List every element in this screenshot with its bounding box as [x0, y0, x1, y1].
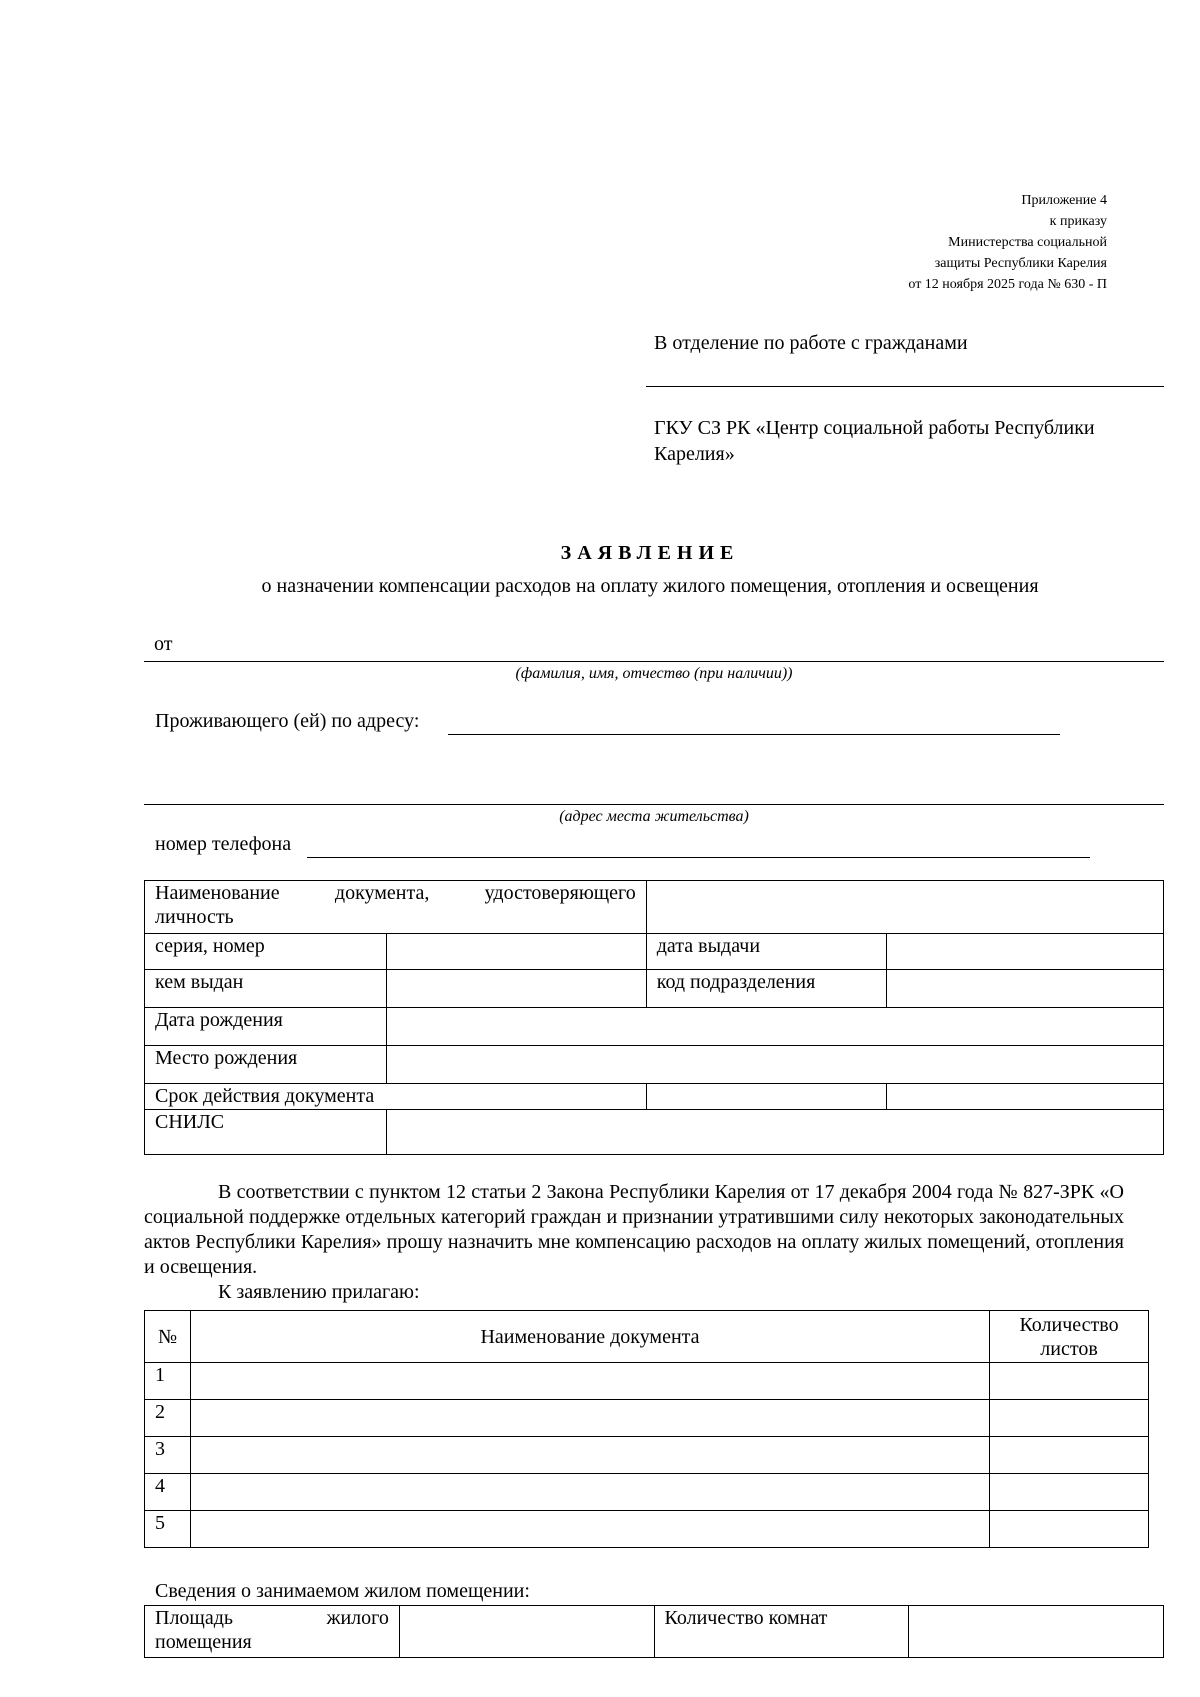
annex-line: к приказу — [1049, 214, 1107, 229]
area-word: жилого — [326, 1607, 389, 1629]
col-count-header: Количество листов — [990, 1311, 1149, 1363]
dept-code-input[interactable] — [886, 970, 1163, 1008]
row-name-input[interactable] — [190, 1511, 989, 1548]
annex-line: от 12 ноября 2025 года № 630 - П — [908, 277, 1107, 292]
attachments-table — [144, 1310, 1149, 1548]
annex-line: защиты Республики Карелия — [934, 256, 1107, 271]
document-subtitle: о назначении компенсации расходов на оплату жилого помещения, отопления и освещения — [261, 575, 1039, 597]
row-name-input[interactable] — [190, 1474, 989, 1511]
snils-label: СНИЛС — [145, 1110, 387, 1155]
annex-line: Приложение 4 — [1021, 193, 1107, 208]
annex-line: Министерства социальной — [948, 235, 1107, 250]
row-name-input[interactable] — [190, 1363, 989, 1400]
address-label: Проживающего (ей) по адресу: — [155, 710, 420, 732]
birth-place-input[interactable] — [386, 1046, 1163, 1084]
area-label-words — [155, 1606, 389, 1630]
rooms-input[interactable] — [909, 1606, 1164, 1658]
issue-date-input[interactable] — [886, 934, 1163, 970]
table-row — [145, 1363, 1149, 1400]
address-hint: (адрес места жительства) — [559, 808, 749, 825]
col-name-header: Наименование документа — [190, 1311, 989, 1363]
doc-name-words — [155, 881, 636, 905]
issue-date-label: дата выдачи — [646, 934, 886, 970]
legal-paragraph — [144, 1180, 1124, 1305]
document-title: ЗАЯВЛЕНИЕ — [560, 542, 740, 564]
row-num: 1 — [145, 1363, 191, 1400]
row-name-input[interactable] — [190, 1437, 989, 1474]
row-count-input[interactable] — [990, 1437, 1149, 1474]
row-count-input[interactable] — [990, 1474, 1149, 1511]
phone-field[interactable] — [307, 832, 1090, 858]
row-num: 2 — [145, 1400, 191, 1437]
addressee-line: В отделение по работе с гражданами — [654, 332, 968, 354]
area-tail: помещения — [155, 1631, 252, 1653]
housing-table — [144, 1605, 1164, 1658]
attach-label: К заявлению прилагаю: — [218, 1281, 420, 1303]
applicant-name-field[interactable] — [144, 633, 1164, 662]
doc-name-word: Наименование — [155, 882, 280, 904]
address-field[interactable] — [448, 709, 1060, 735]
doc-name-label-cell — [145, 881, 647, 934]
legal-text: В соответствии с пунктом 12 статьи 2 Закона Республики Карелия от 17 декабря 2004 года № 827-ЗРК «О социальной поддержке отдельных категорий граждан и признании утратившими силу некоторых законодательных актов Республики Карелия» прошу назначить мне компенсацию расходов на оплату жилых помещений, отопления и освещения. — [144, 1181, 1124, 1278]
col-num-header: № — [145, 1311, 191, 1363]
from-label: от — [154, 633, 173, 655]
rooms-label: Количество комнат — [654, 1606, 909, 1658]
id-document-table — [144, 880, 1164, 1155]
row-count-input[interactable] — [990, 1363, 1149, 1400]
table-row — [145, 1400, 1149, 1437]
row-num: 3 — [145, 1437, 191, 1474]
department-field[interactable] — [646, 356, 1164, 387]
area-word: Площадь — [155, 1607, 233, 1629]
birth-date-label: Дата рождения — [145, 1008, 387, 1046]
birth-date-input[interactable] — [386, 1008, 1163, 1046]
doc-name-input[interactable] — [646, 881, 1163, 934]
birth-place-label: Место рождения — [145, 1046, 387, 1084]
address-field-line2[interactable] — [144, 790, 1164, 805]
phone-label: номер телефона — [155, 833, 292, 855]
doc-name-tail: личность — [155, 906, 234, 928]
table-row — [145, 1474, 1149, 1511]
row-count-input[interactable] — [990, 1400, 1149, 1437]
issued-by-input[interactable] — [386, 970, 646, 1008]
area-label-cell — [145, 1606, 400, 1658]
validity-to-input[interactable] — [886, 1084, 1163, 1110]
validity-from-input[interactable] — [646, 1084, 886, 1110]
row-count-input[interactable] — [990, 1511, 1149, 1548]
table-row — [145, 1511, 1149, 1548]
name-hint: (фамилия, имя, отчество (при наличии)) — [515, 665, 793, 682]
table-row — [145, 1437, 1149, 1474]
row-num: 4 — [145, 1474, 191, 1511]
dept-code-label: код подразделения — [646, 970, 886, 1008]
validity-label: Срок действия документа — [145, 1084, 647, 1110]
doc-name-word: документа, — [334, 882, 430, 904]
row-num: 5 — [145, 1511, 191, 1548]
series-label: серия, номер — [145, 934, 387, 970]
series-input[interactable] — [386, 934, 646, 970]
area-input[interactable] — [399, 1606, 654, 1658]
row-name-input[interactable] — [190, 1400, 989, 1437]
addressee-block — [654, 330, 1164, 467]
doc-name-word: удостоверяющего — [484, 882, 636, 904]
issued-by-label: кем выдан — [145, 970, 387, 1008]
housing-heading: Сведения о занимаемом жилом помещении: — [155, 1580, 530, 1602]
addressee-org: ГКУ СЗ РК «Центр социальной работы Республики Карелия» — [654, 417, 1095, 465]
snils-input[interactable] — [386, 1110, 1163, 1155]
annex-block — [908, 190, 1107, 295]
